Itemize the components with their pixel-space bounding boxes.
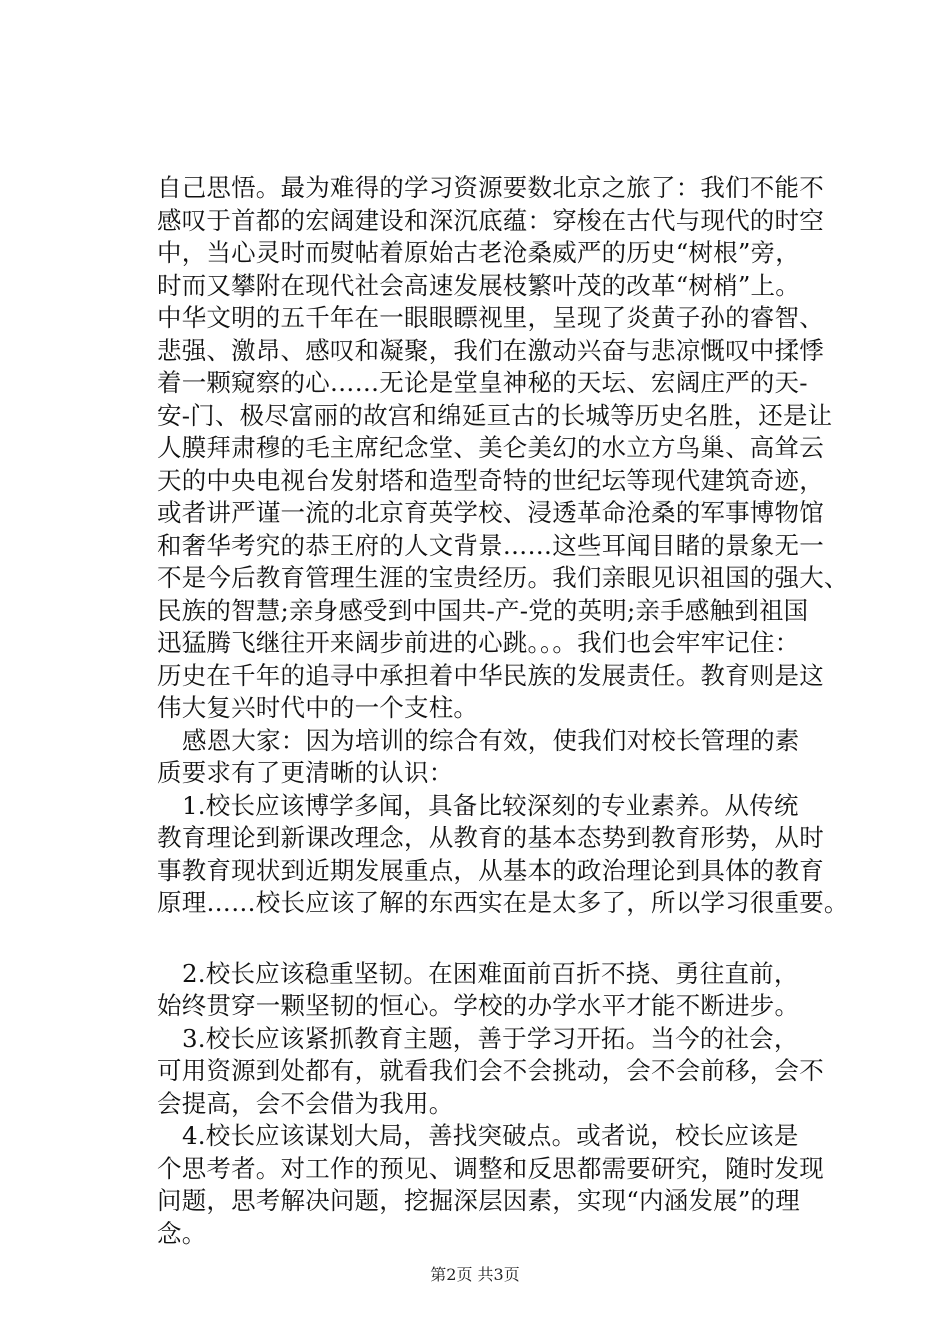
body-line: 时而又攀附在现代社会高速发展枝繁叶茂的改革“树梢”上。 [157,270,800,300]
body-line: 感叹于首都的宏阔建设和深沉底蕴：穿梭在古代与现代的时空 [157,205,824,235]
body-line: 中，当心灵时而熨帖着原始古老沧桑威严的历史“树根”旁， [157,238,800,267]
body-line: 安-门、极尽富丽的故宫和绵延亘古的长城等历史名胜，还是让 [157,400,833,430]
body-line: 不是今后教育管理生涯的宝贵经历。我们亲眼见识祖国的强大、 [157,563,849,592]
list-item-3-first-line: 3.校长应该紧抓教育主题，善于学习开拓。当今的社会， [182,1023,799,1053]
list-item-2-first-line: 2.校长应该稳重坚韧。在困难面前百折不挠、勇往直前， [182,958,799,988]
body-line: 民族的智慧;亲身感受到中国共-产-党的英明;亲手感触到祖国 [157,595,809,625]
body-line: 悲强、激昂、感叹和凝聚，我们在激动兴奋与悲凉慨叹中揉悸 [157,335,824,365]
body-line: 会提高，会不会借为我用。 [157,1088,454,1118]
body-line: 中华文明的五千年在一眼眼瞟视里，呈现了炎黄子孙的睿智、 [157,303,824,332]
paragraph-first-line: 感恩大家：因为培训的综合有效，使我们对校长管理的素 [182,725,800,755]
body-line: 教育理论到新课改理念，从教育的基本态势到教育形势，从时 [157,823,824,852]
list-item-1-first-line: 1.校长应该博学多闻，具备比较深刻的专业素养。从传统 [182,790,799,820]
body-line: 历史在千年的追寻中承担着中华民族的发展责任。教育则是这 [157,660,824,690]
body-line: 可用资源到处都有，就看我们会不会挑动，会不会前移，会不 [157,1056,824,1085]
body-line: 质要求有了更清晰的认识： [157,758,454,787]
body-line: 人膜拜肃穆的毛主席纪念堂、美仑美幻的水立方鸟巢、高耸云 [157,433,824,462]
body-line: 天的中央电视台发射塔和造型奇特的世纪坛等现代建筑奇迹， [157,465,824,495]
body-line: 着一颗窥察的心……无论是堂皇神秘的天坛、宏阔庄严的天- [157,368,808,397]
body-line: 原理……校长应该了解的东西实在是太多了，所以学习很重要。 [157,888,849,917]
body-line: 个思考者。对工作的预见、调整和反思都需要研究，随时发现 [157,1153,824,1183]
list-item-4-first-line: 4.校长应该谋划大局，善找突破点。或者说，校长应该是 [182,1121,799,1150]
document-body [157,172,849,1250]
body-line: 迅猛腾飞继往开来阔步前进的心跳。。。我们也会牢牢记住： [157,628,800,657]
body-line: 念。 [157,1218,207,1248]
body-line: 问题，思考解决问题，挖掘深层因素，实现“内涵发展”的理 [157,1186,800,1215]
body-line: 或者讲严谨一流的北京育英学校、浸透革命沧桑的军事博物馆 [157,498,824,527]
body-line: 伟大复兴时代中的一个支柱。 [157,693,479,722]
body-line: 自己思悟。最为难得的学习资源要数北京之旅了：我们不能不 [157,173,824,202]
page-number-footer: 第2页 共3页 [430,1265,520,1284]
blank-line [157,920,837,958]
body-line: 事教育现状到近期发展重点，从基本的政治理论到具体的教育 [157,855,824,885]
body-line: 和奢华考究的恭王府的人文背景……这些耳闻目睹的景象无一 [157,530,824,560]
body-line: 始终贯穿一颗坚韧的恒心。学校的办学水平才能不断进步。 [157,991,800,1020]
